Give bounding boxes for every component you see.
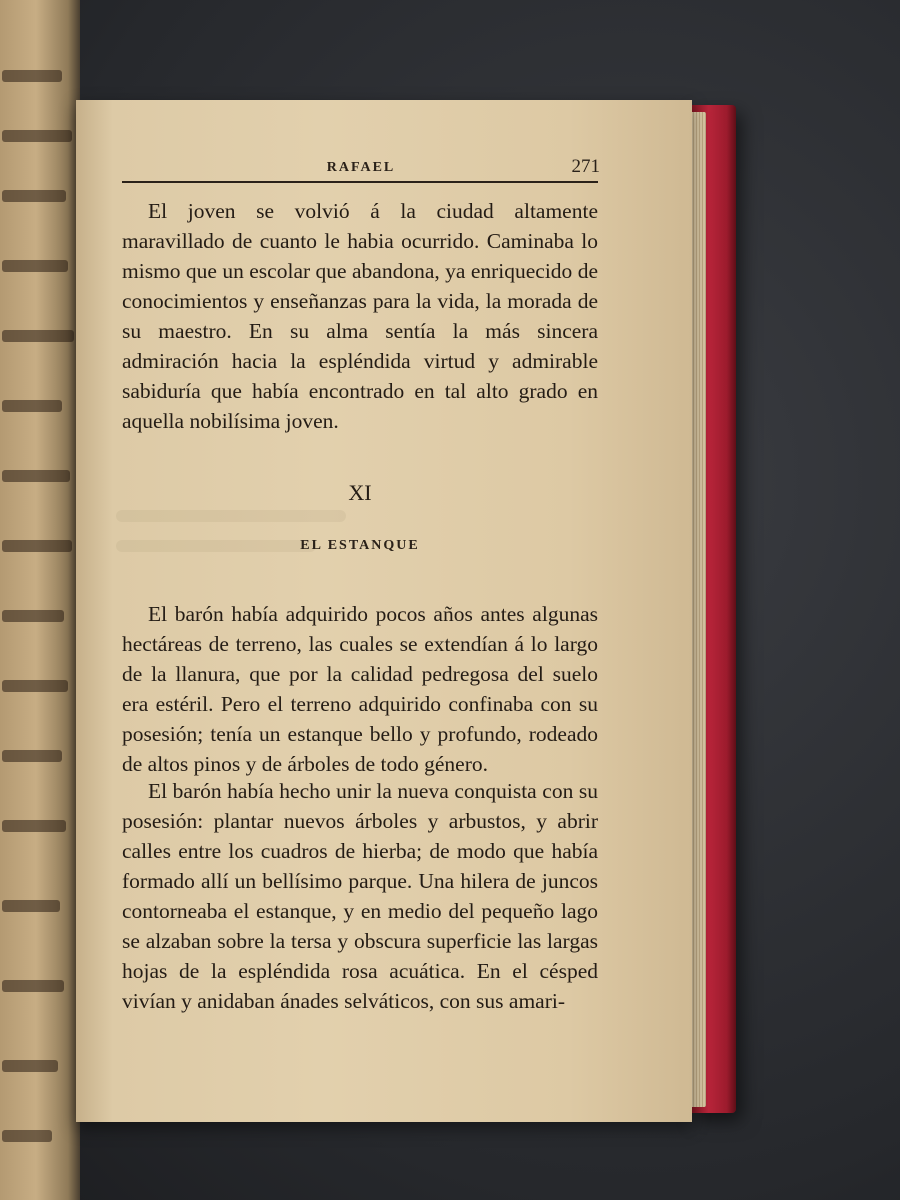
ghost-text-line xyxy=(2,260,68,272)
ghost-text-line xyxy=(2,540,72,552)
ghost-text-line xyxy=(2,610,64,622)
ghost-text-line xyxy=(2,190,66,202)
paragraph: El joven se volvió á la ciudad altamente maravillado de cuanto le habia ocurrido. Caminaba lo mismo que un escolar que abandona, ya enriquecido de conocimientos y enseñanzas para la vida, la morada de su maestro. En su alma sentía la más sincera admiración hacia la espléndida virtud y admirable sabiduría que había encontrado en tal alto grado en aquella nobilísima joven. xyxy=(122,199,598,433)
ghost-text-line xyxy=(2,130,72,142)
ghost-text-line xyxy=(2,70,62,82)
paragraph: El barón había adquirido pocos años antes algunas hectáreas de terreno, las cuales se extendían á lo largo de la llanura, que por la calidad pedregosa del suelo era estéril. Pero el terreno adquirido confinaba con su posesión; tenía un estanque bello y profundo, rodeado de altos pinos y de árboles de todo género. xyxy=(122,602,598,776)
ghost-text-line xyxy=(2,1130,52,1142)
ghost-text-line xyxy=(2,750,62,762)
previous-page-edge xyxy=(0,0,80,1200)
show-through-text xyxy=(116,510,346,522)
chapter-number: XI xyxy=(348,480,372,505)
running-head-title: RAFAEL xyxy=(326,160,396,175)
book-page xyxy=(76,100,692,1122)
ghost-text-line xyxy=(2,470,70,482)
ghost-text-line xyxy=(2,980,64,992)
ghost-text-line xyxy=(2,1060,58,1072)
ghost-text-line xyxy=(2,330,74,342)
header-rule xyxy=(122,181,598,183)
paragraph: El barón había hecho unir la nueva conquista con su posesión: plantar nuevos árboles y arbustos, y abrir calles entre los cuadros de hierba; de modo que había formado allí un bellísimo parque. Una hilera de juncos contorneaba el estanque, y en medio del pequeño lago se alzaban sobre la tersa y obscura superficie las largas hojas de la espléndida rosa acuática. En el césped vivían y anidaban ánades selváticos, con sus amari- xyxy=(122,779,598,1013)
ghost-text-line xyxy=(2,900,60,912)
page-number: 271 xyxy=(571,156,600,177)
ghost-text-line xyxy=(2,400,62,412)
chapter-title: EL ESTANQUE xyxy=(300,538,420,553)
ghost-text-line xyxy=(2,820,66,832)
ghost-text-line xyxy=(2,680,68,692)
